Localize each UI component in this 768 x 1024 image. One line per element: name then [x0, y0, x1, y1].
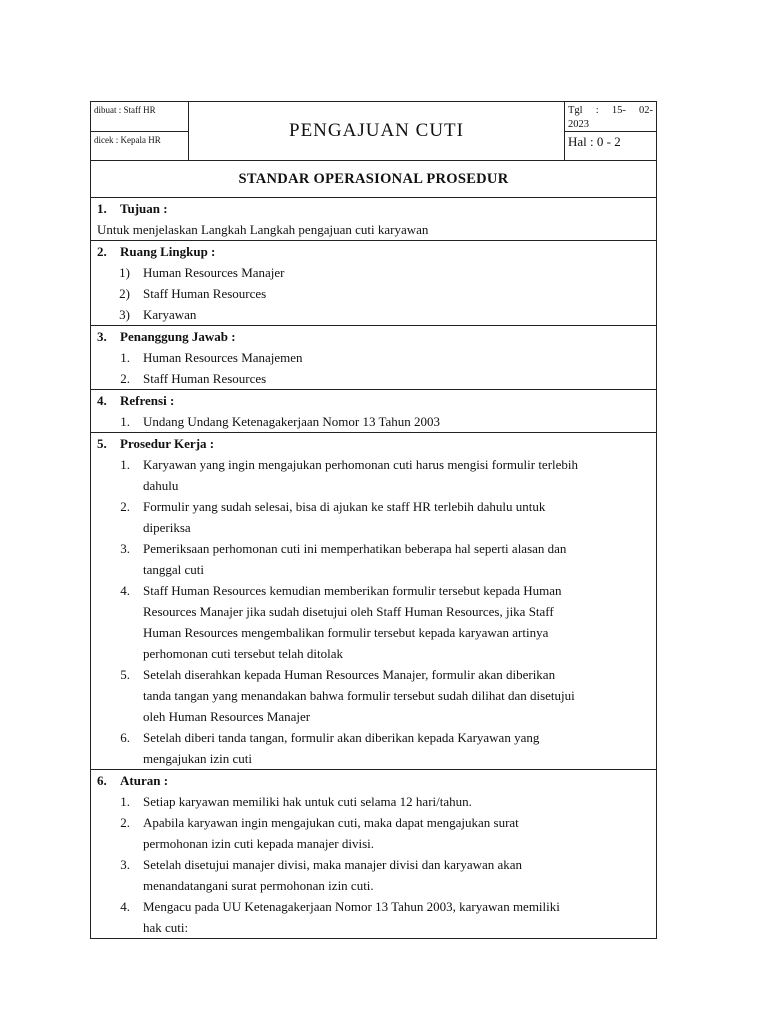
date-field: [565, 102, 656, 132]
section-ruang-lingkup: [91, 240, 656, 325]
list-item-continuation: dahulu: [143, 478, 179, 493]
date-day: 15-: [611, 105, 626, 116]
section-heading: 3. Penanggung Jawab :: [97, 329, 236, 344]
section-prosedur-kerja: [91, 432, 656, 769]
list-item: 3) Karyawan: [119, 307, 197, 322]
section-refrensi: [91, 389, 656, 432]
list-item-continuation: mengajukan izin cuti: [143, 751, 253, 766]
list-item: 5. Setelah diserahkan kepada Human Resources Manajer, formulir akan diberikan: [120, 667, 556, 682]
section-penanggung-jawab: [91, 325, 656, 389]
section-text: Untuk menjelaskan Langkah Langkah pengajuan cuti karyawan: [97, 222, 429, 237]
list-item: 2. Formulir yang sudah selesai, bisa di ajukan ke staff HR terlebih dahulu untuk: [120, 499, 546, 514]
list-item: 3. Setelah disetujui manajer divisi, maka manajer divisi dan karyawan akan: [120, 857, 523, 872]
list-item-continuation: menandatangani surat permohonan izin cuti.: [143, 878, 374, 893]
section-heading: 2. Ruang Lingkup :: [97, 244, 216, 259]
list-item: 4. Staff Human Resources kemudian memberikan formulir tersebut kepada Human: [120, 583, 562, 598]
meta-block: [565, 102, 656, 160]
created-by: dibuat : Staff HR: [91, 102, 188, 132]
date-year: 2023: [568, 119, 589, 130]
date-month: 02-: [638, 105, 653, 116]
sop-document: [90, 101, 657, 939]
section-heading: 6. Aturan :: [97, 773, 169, 788]
list-item: 1. Human Resources Manajemen: [120, 350, 303, 365]
list-item-continuation: permohonan izin cuti kepada manajer divisi.: [143, 836, 375, 851]
section-heading: 5. Prosedur Kerja :: [97, 436, 215, 451]
checked-by: dicek : Kepala HR: [94, 134, 161, 145]
author-block: [91, 102, 189, 160]
section-heading: 4. Refrensi :: [97, 393, 175, 408]
list-item: 1) Human Resources Manajer: [119, 265, 285, 280]
section-aturan: [91, 769, 656, 938]
list-item-continuation: tanggal cuti: [143, 562, 205, 577]
section-heading: 1. Tujuan :: [97, 201, 168, 216]
document-header: [91, 101, 656, 160]
document-title: PENGAJUAN CUTI: [189, 102, 565, 160]
sop-title: STANDAR OPERASIONAL PROSEDUR: [91, 160, 656, 197]
page-number: Hal : 0 - 2: [568, 134, 621, 149]
list-item-continuation: Human Resources mengembalikan formulir tersebut kepada karyawan artinya: [143, 625, 549, 640]
list-item: 2. Staff Human Resources: [120, 371, 267, 386]
section-tujuan: [91, 197, 656, 240]
list-item-continuation: perhomonan cuti tersebut telah ditolak: [143, 646, 343, 661]
date-label: Tgl: [568, 105, 583, 116]
list-item-continuation: diperiksa: [143, 520, 191, 535]
list-item-continuation: hak cuti:: [143, 920, 189, 935]
list-item: 6. Setelah diberi tanda tangan, formulir akan diberikan kepada Karyawan yang: [120, 730, 540, 745]
list-item: 2. Apabila karyawan ingin mengajukan cuti, maka dapat mengajukan surat: [120, 815, 519, 830]
date-colon: :: [595, 105, 599, 116]
list-item: 3. Pemeriksaan perhomonan cuti ini memperhatikan beberapa hal seperti alasan dan: [120, 541, 567, 556]
list-item: 1. Karyawan yang ingin mengajukan perhomonan cuti harus mengisi formulir terlebih: [120, 457, 579, 472]
list-item: 1. Undang Undang Ketenagakerjaan Nomor 13 Tahun 2003: [120, 414, 441, 429]
list-item-continuation: tanda tangan yang menandakan bahwa formulir tersebut sudah dilihat dan disetujui: [143, 688, 575, 703]
list-item: 2) Staff Human Resources: [119, 286, 267, 301]
list-item-continuation: Resources Manajer jika sudah disetujui oleh Staff Human Resources, jika Staff: [143, 604, 554, 619]
list-item-continuation: oleh Human Resources Manajer: [143, 709, 311, 724]
list-item: 4. Mengacu pada UU Ketenagakerjaan Nomor 13 Tahun 2003, karyawan memiliki: [120, 899, 560, 914]
list-item: 1. Setiap karyawan memiliki hak untuk cuti selama 12 hari/tahun.: [120, 794, 472, 809]
